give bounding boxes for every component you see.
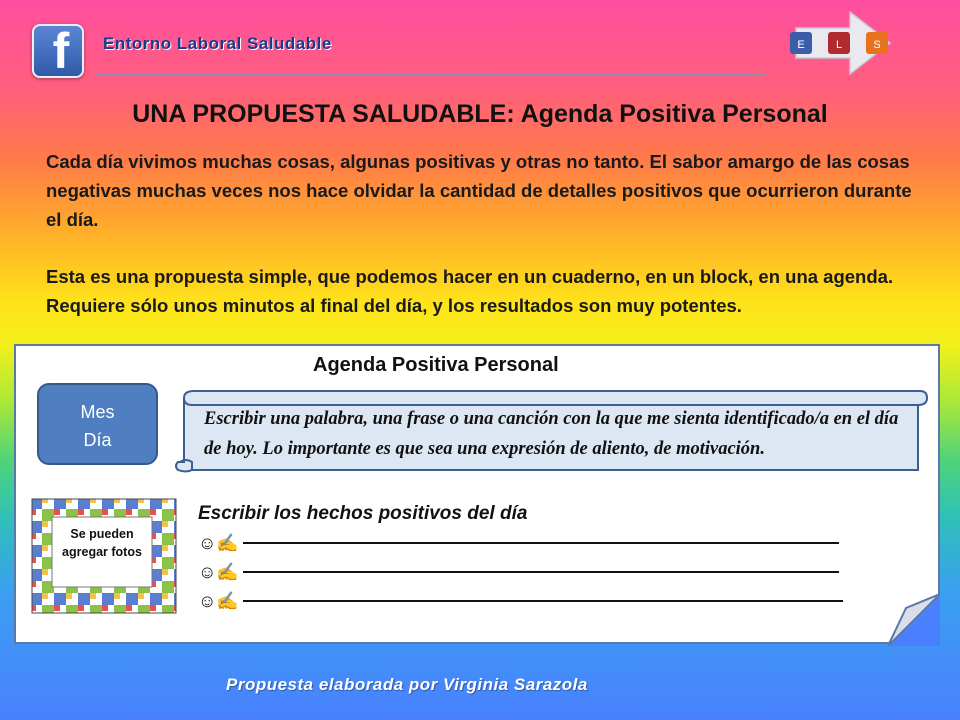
- smiley-icon: ☺: [198, 561, 217, 582]
- motivation-text: Escribir una palabra, una frase o una canción con la que me sienta identificado/a en el día de hoy. Lo importante es que sea una expresión de aliento, de motivación.: [204, 409, 899, 459]
- fact-line-2[interactable]: [198, 560, 839, 584]
- fact-line-1[interactable]: [198, 531, 839, 555]
- blank-line: [243, 571, 839, 573]
- brand-title: Entorno Laboral Saludable: [103, 34, 332, 53]
- pencil-icon: ✍: [216, 590, 239, 611]
- mes-dia-box: [37, 383, 158, 465]
- smiley-icon: ☺: [198, 590, 217, 611]
- logo-letter-l: L: [835, 39, 843, 51]
- smiley-icon: ☺: [198, 532, 217, 553]
- els-logo: [790, 10, 895, 76]
- page-curl-icon: [888, 594, 940, 646]
- header-divider: [95, 74, 765, 75]
- fact-line-3[interactable]: [198, 589, 843, 613]
- logo-letter-e: E: [797, 39, 805, 51]
- photo-label: Se pueden agregar fotos: [62, 527, 142, 559]
- pencil-icon: ✍: [216, 561, 239, 582]
- credit-footer: Propuesta elaborada por Virginia Sarazola: [226, 675, 588, 694]
- facebook-icon[interactable]: f: [32, 24, 84, 78]
- pencil-icon: ✍: [216, 532, 239, 553]
- dia-label: Día: [83, 430, 112, 450]
- blank-line: [243, 600, 843, 602]
- page-title: UNA PROPUESTA SALUDABLE: Agenda Positiva Personal: [132, 100, 828, 128]
- facts-title: Escribir los hechos positivos del día: [198, 503, 528, 524]
- mes-label: Mes: [80, 402, 115, 422]
- blank-line: [243, 542, 839, 544]
- proposal-paragraph: Esta es una propuesta simple, que podemos hacer en un cuaderno, en un block, en una agenda. Requiere sólo unos minutos al final del día, y los resultados son muy potentes.: [46, 266, 894, 316]
- intro-paragraph: Cada día vivimos muchas cosas, algunas positivas y otras no tanto. El sabor amargo de las cosas negativas muchas veces nos hace olvidar la cantidad de detalles positivos que ocurrieron durante el día.: [46, 151, 912, 230]
- card-title: Agenda Positiva Personal: [313, 354, 559, 376]
- logo-letter-s: S: [873, 39, 881, 51]
